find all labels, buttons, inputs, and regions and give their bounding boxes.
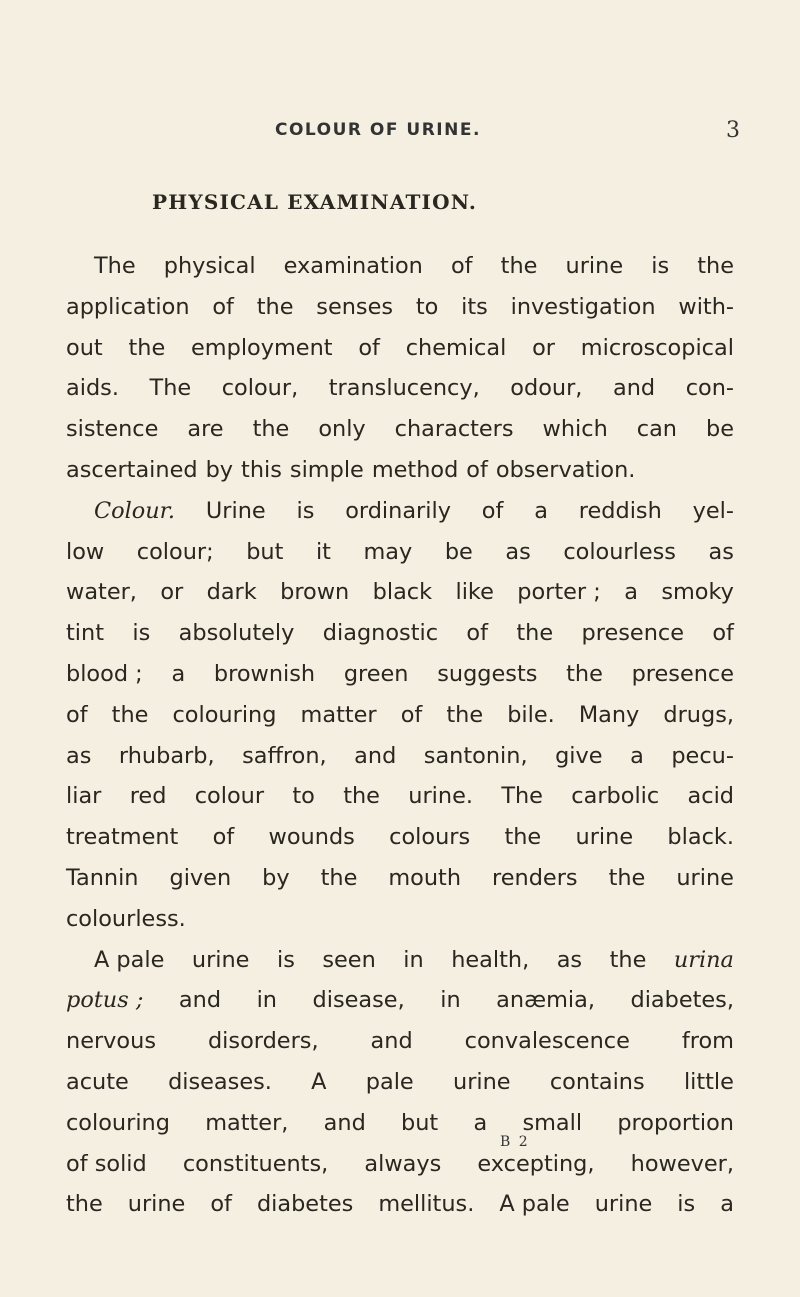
word: the — [516, 620, 554, 647]
word: method — [371, 456, 459, 483]
word: ordinarily — [345, 497, 451, 524]
word: little — [683, 1068, 734, 1095]
running-title: COLOUR OF URINE. — [275, 120, 481, 140]
word: colourless — [563, 538, 676, 565]
text-line — [66, 409, 734, 450]
word: by — [205, 456, 234, 483]
page-number: 3 — [726, 118, 740, 143]
word: investigation — [510, 293, 656, 320]
body-text — [66, 246, 734, 1225]
word: wounds — [268, 824, 355, 851]
word: proportion — [617, 1109, 734, 1136]
text-line — [66, 654, 734, 695]
word: as — [708, 538, 734, 565]
word: urine — [127, 1191, 186, 1218]
word: the — [609, 946, 647, 973]
word: translucency, — [328, 375, 480, 402]
word: a — [720, 1191, 734, 1218]
word: porter ; — [517, 579, 601, 606]
word: like — [455, 579, 494, 606]
word: urine — [191, 946, 250, 973]
text-line — [66, 940, 734, 981]
word: small — [522, 1109, 583, 1136]
word: yel- — [692, 497, 734, 524]
word: of — [481, 497, 504, 524]
word: as — [556, 946, 583, 973]
word: urine — [565, 253, 624, 279]
word: or — [160, 579, 184, 606]
word: blood ; — [66, 660, 143, 687]
word: contains — [549, 1068, 645, 1095]
text-line — [66, 450, 734, 491]
word: the — [446, 701, 484, 728]
word: Colour. — [94, 497, 176, 524]
word: the — [566, 660, 603, 687]
word: black. — [667, 824, 734, 851]
word: acid — [687, 783, 734, 810]
word: are — [187, 416, 224, 443]
word: colour, — [221, 375, 299, 402]
word: in — [403, 946, 424, 973]
word: brownish — [213, 660, 316, 687]
word: is — [296, 497, 315, 524]
word: urine. — [408, 783, 473, 810]
word: sistence — [66, 416, 159, 443]
word: is — [276, 946, 295, 973]
word: of — [210, 1191, 232, 1218]
word: and — [354, 742, 397, 769]
word: tint — [66, 620, 104, 647]
word: always — [364, 1150, 442, 1177]
word: water, — [66, 579, 137, 606]
word: acute — [66, 1068, 129, 1095]
word: the — [343, 783, 380, 810]
word: suggests — [437, 660, 538, 687]
word: ascertained — [66, 456, 198, 483]
word: the — [504, 824, 542, 851]
word: urine — [453, 1068, 511, 1095]
word: diseases. — [168, 1068, 272, 1095]
word: santonin, — [423, 742, 528, 769]
text-line — [66, 1021, 734, 1062]
word: of — [66, 701, 88, 728]
text-line — [66, 532, 734, 573]
word: colour — [194, 783, 265, 810]
word: observation. — [495, 456, 636, 483]
text-line — [66, 736, 734, 777]
word: employment — [191, 334, 333, 361]
word: its — [461, 293, 488, 320]
word: The — [94, 253, 136, 279]
word: black — [372, 579, 433, 606]
text-line — [66, 980, 734, 1021]
word: carbolic — [571, 783, 660, 810]
word: odour, — [510, 375, 583, 402]
word: The — [149, 375, 192, 402]
word: is — [132, 620, 151, 647]
word: Many — [578, 701, 640, 728]
word: as — [505, 538, 531, 565]
word: only — [318, 416, 366, 443]
word: diabetes, — [630, 987, 734, 1014]
word: the — [111, 701, 149, 728]
word: anæmia, — [496, 987, 595, 1014]
word: and — [323, 1109, 366, 1136]
word: the — [66, 1191, 103, 1218]
word: but — [246, 538, 284, 565]
word: simple — [289, 456, 364, 483]
word: colours — [389, 824, 471, 851]
text-line — [66, 1062, 734, 1103]
word: of — [400, 701, 423, 728]
word: in — [440, 987, 461, 1014]
word: red — [129, 783, 167, 810]
word: in — [256, 987, 277, 1014]
text-line — [66, 246, 734, 287]
text-line — [66, 287, 734, 328]
text-line — [66, 572, 734, 613]
text-line — [66, 1144, 734, 1185]
word: disorders, — [207, 1028, 319, 1055]
word: of — [212, 824, 235, 851]
word: mellitus. — [378, 1191, 475, 1218]
word: colour; — [136, 538, 214, 565]
word: of — [466, 456, 488, 483]
word: A pale — [94, 946, 165, 973]
word: a — [630, 742, 644, 769]
running-head — [0, 120, 800, 150]
word: and — [370, 1028, 413, 1055]
word: out — [66, 334, 103, 361]
word: con- — [685, 375, 734, 402]
word: it — [315, 538, 331, 565]
word: is — [651, 253, 670, 279]
word: drugs, — [663, 701, 734, 728]
word: a — [473, 1109, 488, 1136]
text-line — [66, 776, 734, 817]
word: pale — [365, 1068, 414, 1095]
word: smoky — [661, 579, 734, 606]
word: convalescence — [464, 1028, 630, 1055]
word: colouring — [172, 701, 277, 728]
word: chemical — [405, 334, 507, 361]
text-line — [66, 899, 734, 940]
word: of — [712, 620, 734, 647]
word: application — [66, 293, 190, 320]
word: mouth — [388, 864, 462, 891]
word: colouring — [66, 1109, 170, 1136]
word: a — [624, 579, 638, 606]
word: A — [311, 1068, 327, 1095]
word: from — [681, 1028, 734, 1055]
word: green — [343, 660, 409, 687]
text-line — [66, 695, 734, 736]
word: characters — [394, 416, 514, 443]
word: A pale — [499, 1191, 570, 1218]
word: a — [171, 660, 186, 687]
word: a — [534, 497, 548, 524]
text-line — [66, 1184, 734, 1225]
text-line — [66, 328, 734, 369]
word: and — [178, 987, 222, 1014]
word: of — [450, 253, 473, 279]
word: nervous — [66, 1028, 156, 1055]
section-heading: PHYSICAL EXAMINATION. — [152, 190, 478, 214]
word: rhubarb, — [118, 742, 215, 769]
word: physical — [163, 253, 256, 279]
word: microscopical — [580, 334, 734, 361]
word: potus ; — [66, 987, 144, 1014]
word: presence — [631, 660, 734, 687]
word: brown — [280, 579, 350, 606]
word: give — [555, 742, 603, 769]
word: as — [66, 742, 92, 769]
word: the — [697, 253, 734, 279]
word: and — [613, 375, 656, 402]
word: be — [705, 416, 734, 443]
word: matter — [300, 701, 377, 728]
text-line — [66, 858, 734, 899]
word: but — [401, 1109, 439, 1136]
word: renders — [492, 864, 578, 891]
word: given — [169, 864, 232, 891]
word: absolutely — [178, 620, 295, 647]
word: of — [212, 293, 234, 320]
text-line — [66, 613, 734, 654]
text-line — [66, 1103, 734, 1144]
text-line — [66, 368, 734, 409]
word: urine — [594, 1191, 653, 1218]
word: by — [262, 864, 290, 891]
word: treatment — [66, 824, 179, 851]
word: the — [608, 864, 646, 891]
word: pecu- — [671, 742, 734, 769]
word: constituents, — [182, 1150, 329, 1177]
word: diabetes — [256, 1191, 354, 1218]
word: the — [252, 416, 290, 443]
text-line — [66, 817, 734, 858]
word: disease, — [312, 987, 405, 1014]
word: excepting, — [477, 1150, 595, 1177]
word: bile. — [507, 701, 555, 728]
word: diagnostic — [322, 620, 439, 647]
word: reddish — [578, 497, 662, 524]
word: the — [128, 334, 166, 361]
word: seen — [322, 946, 376, 973]
word: urina — [673, 946, 734, 973]
word: of solid — [66, 1150, 147, 1177]
word: colourless. — [66, 905, 186, 932]
word: of — [358, 334, 380, 361]
word: to — [415, 293, 439, 320]
word: of — [466, 620, 489, 647]
word: with- — [678, 293, 734, 320]
word: examination — [283, 253, 423, 279]
word: be — [444, 538, 473, 565]
word: urine — [676, 864, 734, 891]
word: is — [677, 1191, 696, 1218]
word: Urine — [205, 497, 266, 524]
word: matter, — [205, 1109, 289, 1136]
word: the — [256, 293, 294, 320]
word: low — [66, 538, 105, 565]
word: the — [320, 864, 358, 891]
word: which — [542, 416, 608, 443]
signature-mark: B 2 — [500, 1134, 530, 1150]
word: Tannin — [66, 864, 139, 891]
word: liar — [66, 783, 102, 810]
word: urine — [575, 824, 634, 851]
word: to — [292, 783, 315, 810]
word: can — [636, 416, 677, 443]
word: aids. — [66, 375, 119, 402]
text-line — [66, 491, 734, 532]
word: saffron, — [242, 742, 327, 769]
word: the — [500, 253, 538, 279]
word: senses — [316, 293, 394, 320]
word: this — [241, 456, 282, 483]
word: The — [501, 783, 543, 810]
word: may — [363, 538, 413, 565]
word: or — [532, 334, 555, 361]
word: dark — [206, 579, 257, 606]
word: health, — [451, 946, 530, 973]
word: presence — [581, 620, 684, 647]
word: however, — [630, 1150, 734, 1177]
